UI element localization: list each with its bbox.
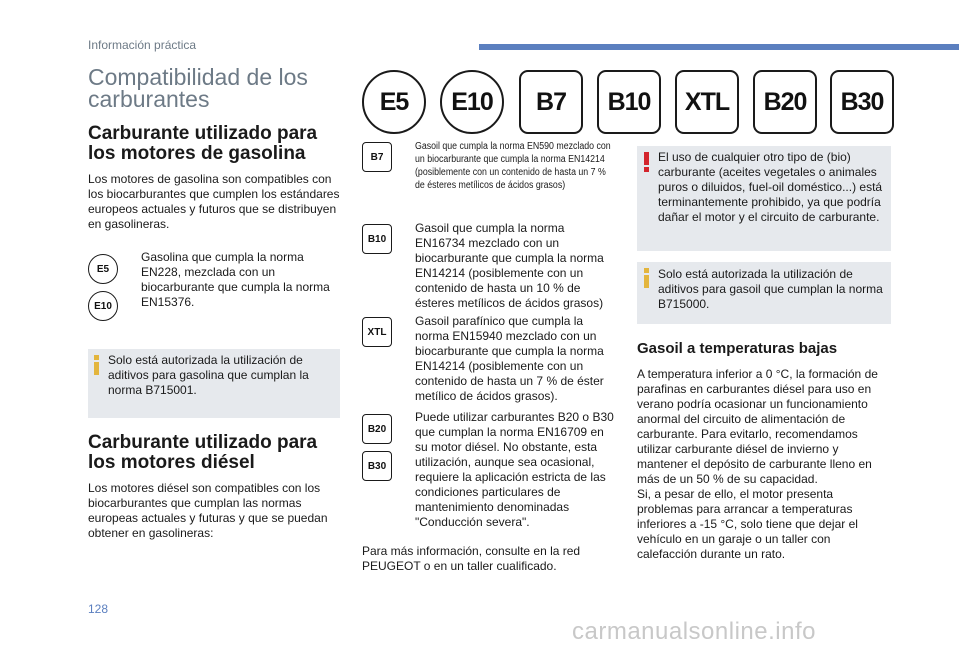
badge-b10-large: B10 <box>597 70 661 134</box>
b20-b30-text: Puede utilizar carburantes B20 o B30 que cumplan la norma EN16709 en su motor diésel. No obstante, esta utilización, aunque sea ocasional, requiere la aplicación estricta de las condiciones particulares de mantenimiento denominadas "Conducción severa". <box>415 410 614 529</box>
badge-xtl-large: XTL <box>675 70 739 134</box>
b7-text: Gasoil que cumpla la norma EN590 mezclado con un biocarburante que cumpla la norma EN14214 (posiblemente con un contenido de hasta un 7 % de ésteres metílicos de ácidos grasos) <box>415 141 611 191</box>
gasoline-heading: Carburante utilizado para los motores de gasolina <box>88 123 318 164</box>
warning-box <box>637 146 891 251</box>
badge-b20-large: B20 <box>753 70 817 134</box>
badge-b10: B10 <box>362 224 392 254</box>
diesel-info-text: Solo está autorizada la utilización de aditivos para gasoil que cumplan la norma B715000. <box>658 267 883 311</box>
header-accent-bar <box>479 44 959 50</box>
badge-b7: B7 <box>362 142 392 172</box>
b10-text: Gasoil que cumpla la norma EN16734 mezclado con un biocarburante que cumpla la norma EN14214 (posiblemente con un contenido de hasta un 10 % de ésteres metílicos de ácidos grasos) <box>415 221 604 310</box>
more-info-text: Para más información, consulte en la red PEUGEOT o en un taller cualificado. <box>362 544 581 573</box>
low-temp-paragraph-1: A temperatura inferior a 0 °C, la formación de parafinas en carburantes diésel para uso en verano podría ocasionar un funcionamiento anormal del circuito de alimentación de carburante. Para evitarlo, recomendamos utilizar carburante diésel de invierno y mantener el depósito de carburante lleno en más de un 50 % de su capacidad. <box>637 367 878 486</box>
low-temp-paragraph-2: Si, a pesar de ello, el motor presenta problemas para arrancar a temperaturas inferiores a -15 °C, solo tiene que dejar el vehículo en un garaje o un taller con calefacción durante un rato. <box>637 487 858 561</box>
badge-b30: B30 <box>362 451 392 481</box>
diesel-heading: Carburante utilizado para los motores diésel <box>88 432 318 473</box>
warning-text: El uso de cualquier otro tipo de (bio) carburante (aceites vegetales o animales puros o diluidos, fuel-oil doméstico...) está terminantemente prohibido, ya que podría dañar el motor y el circuito de carburante. <box>658 150 883 224</box>
diesel-info-box <box>637 262 891 324</box>
xtl-text: Gasoil parafínico que cumpla la norma EN15940 mezclado con un biocarburante que cumpla la norma EN14214 (posiblemente con un contenido de hasta un 7 % de éster metílico de ácidos grasos). <box>415 314 604 403</box>
badge-e5: E5 <box>88 254 118 284</box>
badge-b30-large: B30 <box>830 70 894 134</box>
warning-icon <box>644 152 650 172</box>
badge-e5-large: E5 <box>362 70 426 134</box>
badge-xtl: XTL <box>362 317 392 347</box>
page-title: Compatibilidad de los carburantes <box>88 64 308 112</box>
gasoline-info-text: Solo está autorizada la utilización de aditivos para gasolina que cumplan la norma B715001. <box>108 353 309 397</box>
diesel-intro: Los motores diésel son compatibles con los biocarburantes que cumplan las normas europeas actuales y futuras y que se puedan obtener en gasolineras: <box>88 481 328 540</box>
watermark: carmanualsonline.info <box>572 618 816 645</box>
gasoline-e-text: Gasolina que cumpla la norma EN228, mezclada con un biocarburante que cumpla la norma EN15376. <box>141 250 330 309</box>
gasoline-info-box <box>88 349 340 418</box>
badge-e10: E10 <box>88 291 118 321</box>
page-number: 128 <box>88 602 109 616</box>
gasoline-intro: Los motores de gasolina son compatibles con los biocarburantes que cumplen los estándares europeos actuales y futuros que se distribuyen en gasolineras. <box>88 172 340 231</box>
section-label: Información práctica <box>88 38 197 52</box>
info-icon <box>644 268 650 288</box>
badge-b20: B20 <box>362 414 392 444</box>
low-temp-text <box>637 367 889 562</box>
badge-b7-large: B7 <box>519 70 583 134</box>
low-temp-heading: Gasoil a temperaturas bajas <box>637 340 838 357</box>
badge-e10-large: E10 <box>440 70 504 134</box>
info-icon <box>94 355 100 375</box>
